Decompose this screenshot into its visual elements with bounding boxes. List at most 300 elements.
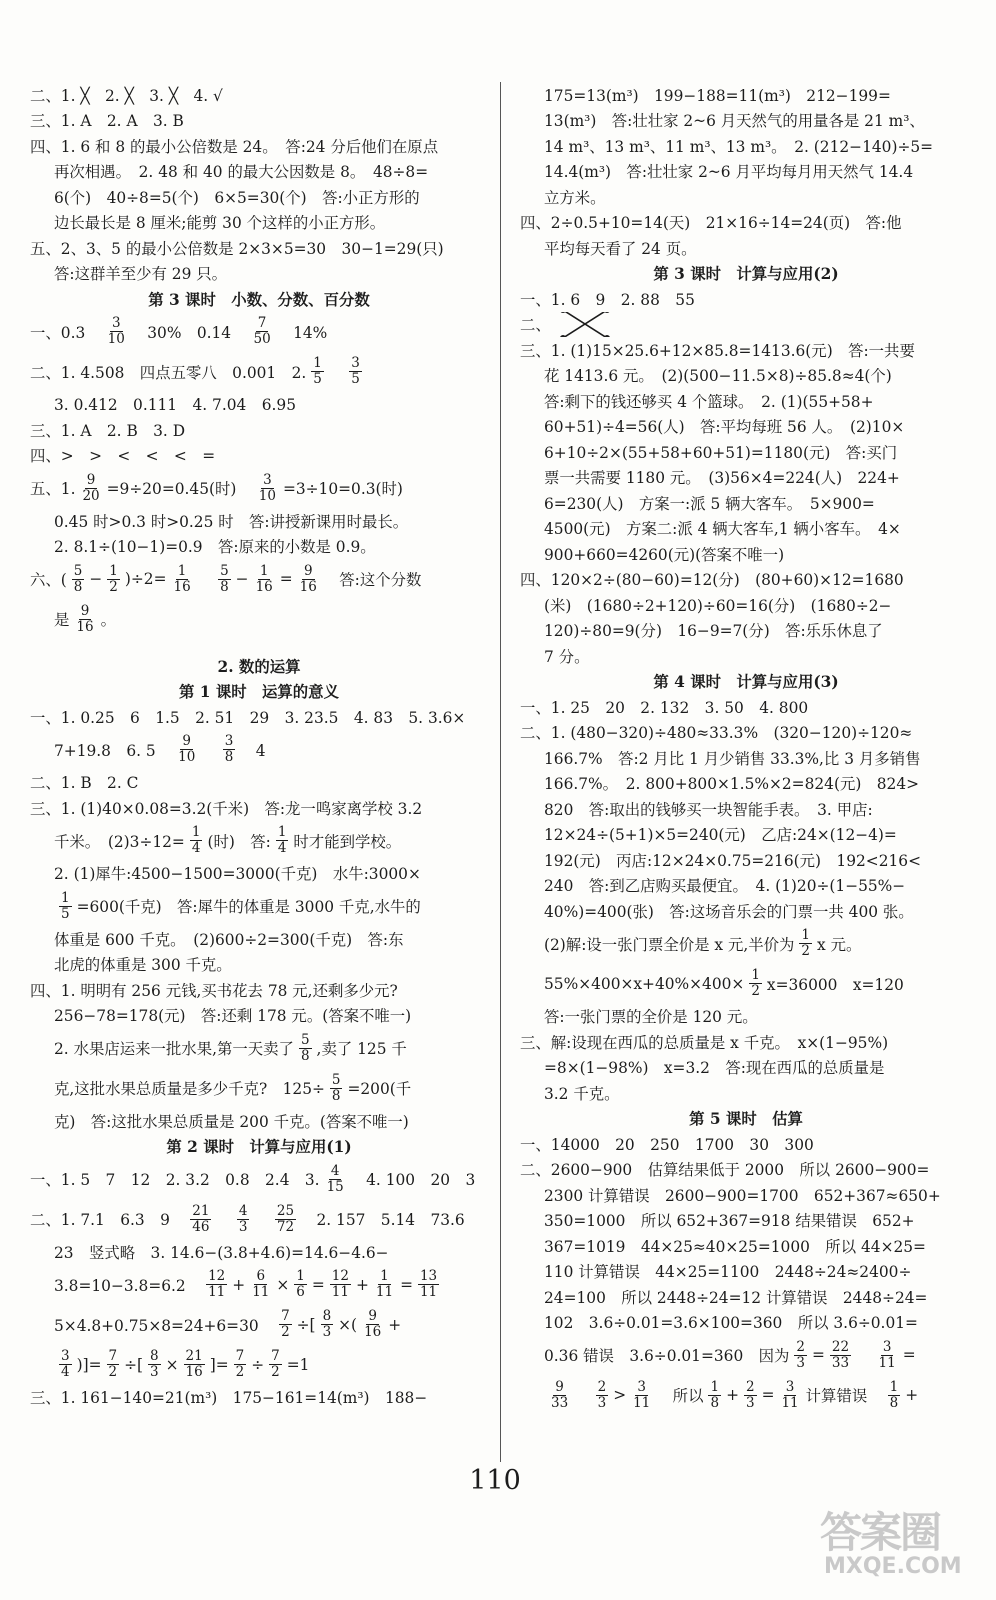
fraction-denominator: 8 [300,1047,310,1064]
answer-line: 票一共需要 1180 元。 (3)56×4=224(人) 224+ [544,469,900,488]
fraction [321,1309,334,1340]
section-heading: 第 1 课时 运算的意义 [179,683,339,702]
fraction-denominator: 15 [326,1178,344,1195]
text-run: ÷[ [124,1355,143,1374]
fraction-denominator: 8 [331,1087,341,1104]
fraction-numerator: 6 [256,1268,266,1284]
fraction-numerator: 7 [257,315,267,331]
fraction [749,968,762,999]
fraction-numerator: 3 [351,355,360,371]
answer-line: 40%)=400(张) 答:这场音乐会的门票一共 400 张。 [544,902,914,921]
answer-line: 240 答:到乙店购买最便宜。 4. (1)20÷(1−55%− [544,877,906,896]
fraction-numerator: 7 [271,1348,280,1364]
fraction [269,1349,282,1380]
answer-line: 五、2、3、5 的最小公倍数是 2×3×5=30 30−1=29(只) [30,239,444,258]
answer-line: 三、1. A 2. B 3. D [30,421,186,440]
fraction-numerator: 1 [277,824,287,840]
fraction-denominator: 8 [220,578,229,595]
fraction [325,1164,346,1195]
text-run: 千米。 (2)3÷12= [54,832,185,851]
fraction-denominator: 4 [61,1364,70,1380]
fraction-denominator: 8 [710,1394,720,1411]
answer-line [30,1199,488,1239]
fraction-numerator: 1 [61,889,70,906]
text-run: 0.36 错误 3.6÷0.01=360 因为 [544,1347,790,1365]
answer-line: 2. (1)犀牛:4500−1500=3000(千克) 水牛:3000× [54,865,421,884]
text-run: 六、( [30,571,67,589]
fraction-denominator: 11 [633,1394,651,1411]
answer-line: 7 分。 [544,647,590,666]
fraction-denominator: 2 [281,1324,290,1340]
fraction [279,1309,292,1340]
fraction-numerator: 3 [263,471,272,488]
fraction-denominator: 11 [419,1284,438,1300]
fraction [888,1380,901,1411]
fraction-denominator: 3 [597,1394,607,1411]
fraction-numerator: 1 [380,1268,389,1284]
fraction [190,1204,211,1235]
text-run: 克,这批水果总质量是多少千克? 125÷ [54,1080,325,1098]
answer-line: 6(个) 40÷8=5(个) 6×5=30(个) 答:小正方形的 [54,188,420,207]
answer-line [30,1265,488,1305]
fraction-denominator: 10 [178,749,196,765]
fraction-denominator: 2 [271,1364,280,1380]
fraction [418,1269,439,1300]
text-run: 2. 水果店运来一批水果,第一天卖了 [54,1040,294,1058]
answer-line: 花 1413.6 元。 (2)(500−11.5×8)÷85.8≈4(个) [544,367,892,386]
fraction [252,316,273,347]
text-run: 一、1. 5 7 12 2. 3.2 0.8 2.4 3. [30,1171,320,1189]
text-run: ×( [338,1315,358,1334]
text-run: =600(千克) 答:犀牛的体重是 3000 千克,水牛的 [76,898,421,916]
answer-line: 14.4(m³) 答:壮壮家 2~6 月平均每月用天然气 14.4 [544,163,914,182]
text-run: = [812,1346,825,1364]
answer-line: 12×24÷(5+1)×5=240(元) 乙店:24×(12−4)= [544,826,897,845]
fraction [299,1033,312,1064]
text-run: = [400,1275,413,1294]
fraction-denominator: 16 [364,1324,382,1340]
answer-line: 四、1. 明明有 256 元钱,买书花去 78 元,还剩多少元? [30,981,398,1000]
text-run: (2)解:设一张门票全价是 x 元,半价为 [544,935,795,954]
answer-line: 一、1. 0.25 6 1.5 2. 51 29 3. 23.5 4. 83 5. 3.6× [30,708,466,727]
answer-line: 192(元) 丙店:12×24×0.75=216(元) 192<216< [544,851,921,870]
fraction-numerator: 3 [637,1378,646,1395]
fraction-numerator: 3 [224,733,234,749]
answer-line: 60+51)÷4=56(人) 答:平均每班 56 人。 (2)10× [544,418,905,437]
fraction-numerator: 9 [368,1308,377,1324]
answer-line: 6+10÷2×(55+58+60+51)=1180(元) 答:买门 [544,443,898,462]
text-run [254,1208,269,1230]
answer-label: 二、 [520,316,551,335]
fraction-numerator: 2 [796,1338,806,1355]
answer-line: 一、1. 6 9 2. 88 55 [520,290,695,309]
text-run: 是 [54,611,70,629]
fraction [330,1073,343,1104]
fraction [206,1269,227,1300]
right-column [520,82,972,1415]
answer-line: 0.45 时>0.3 时>0.25 时 答:讲授新课用时最长。 [54,512,409,531]
answer-line [30,730,488,770]
fraction [107,564,120,595]
fraction [294,1269,307,1300]
fraction [250,1269,271,1300]
fraction [744,1380,757,1411]
section-heading: 第 4 课时 计算与应用(3) [653,673,839,692]
fraction-denominator: 8 [889,1394,899,1411]
answer-line [30,821,488,861]
watermark-logo [820,1500,990,1595]
answer-line [30,1345,488,1385]
fraction [218,564,231,595]
text-run: × [165,1355,179,1374]
answer-line: 4500(元) 方案二:派 4 辆大客车,1 辆小客车。 4× [544,520,901,539]
text-run: + [232,1275,246,1294]
fraction-denominator: 16 [173,578,191,595]
fraction-denominator: 11 [375,1284,394,1300]
text-run: 二、1. 7.1 6.3 9 [30,1211,186,1229]
answer-line: 2. 8.1÷(10−1)=0.9 答:原来的小数是 0.9。 [54,538,376,557]
fraction-denominator: 3 [322,1324,332,1340]
answer-line: 体重是 600 千克。 (2)600÷2=300(千克) 答:东 [54,930,404,949]
text-run: ]= [209,1355,229,1374]
answer-line: 3.2 千克。 [544,1084,620,1103]
answer-line [30,352,488,392]
fraction-numerator: 3 [785,1378,795,1395]
text-run: 所以 [657,1387,704,1405]
answer-line: 一、1. 25 20 2. 132 3. 50 4. 800 [520,698,809,717]
fraction-denominator: 33 [831,1354,850,1371]
answer-line: 102 3.6÷0.01=3.6×100=360 所以 3.6÷0.01= [544,1314,918,1333]
fraction [311,356,324,387]
answer-line: 13(m³) 答:壮壮家 2~6 月天然气的用量各是 21 m³、 [544,112,925,131]
answer-line [520,1375,972,1415]
fraction-numerator: 1 [801,927,811,943]
fraction-numerator: 1 [259,562,269,579]
fraction-denominator: 4 [191,840,201,856]
text-run: > [613,1386,627,1404]
answer-line: 110 计算错误 44×25=1100 2448÷24≈2400÷ [544,1263,912,1282]
answer-line [520,312,972,338]
answer-line: 克) 答:这批水果总质量是 200 千克。(答案不唯一) [54,1112,409,1131]
answer-line: 23 竖式略 3. 14.6−(3.8+4.6)=14.6−4.6− [54,1243,389,1262]
fraction-numerator: 21 [185,1348,203,1364]
fraction-numerator: 22 [831,1338,850,1355]
answer-line: 四、> > < < < = [30,447,216,466]
fraction [184,1349,205,1380]
fraction-numerator: 1 [191,824,201,840]
fraction-denominator: 50 [253,331,271,347]
text-run [329,361,344,383]
fraction-denominator: 6 [296,1284,305,1300]
fraction-denominator: 11 [252,1284,270,1300]
text-run: )÷2= [124,570,167,588]
fraction-denominator: 5 [61,905,70,922]
fraction [349,356,362,387]
fraction-denominator: 5 [351,371,360,387]
fraction [330,1269,351,1300]
answer-line: 3. 0.412 0.111 4. 7.04 6.95 [54,396,296,415]
fraction-denominator: 8 [73,578,83,595]
fraction-numerator: 7 [235,1348,245,1364]
answer-line: 二、1. B 2. C [30,774,139,793]
answer-line: (米) (1680÷2+120)÷60=16(分) (1680÷2− [544,596,892,615]
fraction-denominator: 4 [277,840,287,856]
text-run: x 元。 [817,935,862,954]
fraction [106,316,127,347]
fraction-numerator: 1 [177,562,187,579]
answer-line: 256−78=178(元) 答:还剩 178 元。(答案不唯一) [54,1007,412,1026]
fraction [596,1380,609,1411]
text-run: 答:这个分数 [323,571,422,589]
fraction-denominator: 16 [76,618,94,635]
fraction-numerator: 2 [745,1378,755,1395]
answer-line: =8×(1−98%) x=3.2 答:现在西瓜的总质量是 [544,1059,885,1078]
fraction-denominator: 8 [224,749,234,765]
text-run: x=36000 x=120 [766,975,904,994]
answer-line: 三、1. 161−140=21(m³) 175−161=14(m³) 188− [30,1389,428,1408]
fraction [799,928,812,959]
fraction-numerator: 7 [108,1348,118,1364]
answer-line: 6=230(人) 方案一:派 5 辆大客车。 5×900= [544,494,875,513]
fraction-numerator: 12 [208,1268,226,1284]
fraction [631,1380,652,1411]
text-run: ÷ [251,1355,265,1374]
answer-line [30,468,488,508]
fraction [254,564,275,595]
answer-line [30,886,488,926]
answer-line: 二、1. (480−320)÷480≈33.3% (320−120)÷120≈ [520,724,913,743]
text-run: 4 [240,741,266,760]
answer-line: 立方米。 [544,188,606,207]
text-run: = [279,570,293,588]
text-run: 。 [100,611,116,629]
answer-line: 14 m³、13 m³、11 m³、13 m³。 2. (212−140)÷5= [544,137,934,156]
fraction [59,891,72,922]
fraction-numerator: 3 [61,1348,70,1364]
fraction-denominator: 16 [185,1364,203,1380]
answer-line: 三、1. (1)40×0.08=3.2(千米) 答:龙一鸣家离学校 3.2 [30,799,423,818]
fraction-numerator: 1 [889,1378,899,1395]
text-run: 14% [277,323,328,342]
fraction [374,1269,395,1300]
fraction-numerator: 9 [182,733,191,749]
fraction-denominator: 33 [551,1394,569,1411]
text-run: − [89,570,103,588]
text-run: 3.8=10−3.8=6.2 [54,1276,202,1295]
fraction [74,604,95,635]
answer-line [30,559,488,599]
text-run: ÷[ [296,1315,316,1334]
answer-line: 四、120×2÷(80−60)=12(分) (80+60)×12=1680 [520,571,904,590]
answer-line [30,1305,488,1345]
page-number: 110 [469,1465,521,1496]
text-run: 30% 0.14 [131,323,247,342]
watermark-text: 答案圈 [820,1508,941,1557]
text-run: 一、0.3 [30,323,101,342]
answer-line: 答:这群羊至少有 29 只。 [54,265,228,284]
text-run: × [276,1275,290,1294]
text-run: 2. 157 5.14 73.6 [301,1211,465,1229]
fraction [171,564,192,595]
fraction-denominator: 2 [235,1364,245,1380]
fraction [779,1380,800,1411]
fraction-denominator: 10 [258,487,276,504]
text-run: 五、1. [30,480,76,498]
fraction-denominator: 11 [208,1284,226,1300]
fraction [298,564,319,595]
answer-line: 边长最长是 8 厘米;能剪 30 个这样的小正方形。 [54,214,386,233]
section-heading: 第 2 课时 计算与应用(1) [166,1138,352,1157]
answer-line: 367=1019 44×25≈40×25=1000 所以 44×25= [544,1237,926,1256]
fraction-numerator: 5 [331,1071,341,1088]
fraction [107,1349,120,1380]
text-run: − [235,570,249,588]
fraction-numerator: 12 [331,1268,349,1284]
fraction-denominator: 3 [150,1364,159,1380]
fraction-numerator: 21 [192,1202,210,1219]
fraction-numerator: 3 [111,315,121,331]
answer-line [30,1159,488,1199]
answer-line: 900+660=4260(元)(答案不唯一) [544,545,785,564]
text-run: + [355,1275,369,1294]
section-gap [30,639,488,653]
fraction [234,1349,247,1380]
fraction-denominator: 2 [751,983,760,999]
fraction-numerator: 1 [296,1268,305,1284]
fraction [549,1380,570,1411]
answer-line [520,964,972,1004]
fraction [176,734,197,765]
fraction-numerator: 4 [330,1162,340,1179]
section-heading: 第 3 课时 计算与应用(2) [653,265,839,284]
fraction-numerator: 5 [73,562,83,579]
text-run: ,卖了 125 千 [316,1040,407,1058]
fraction-denominator: 3 [796,1354,806,1371]
fraction [794,1340,807,1371]
fraction [72,564,85,595]
fraction-numerator: 1 [751,967,760,983]
text-run [198,568,213,590]
text-run: + [726,1386,739,1404]
section-heading: 第 3 课时 小数、分数、百分数 [148,290,370,309]
fraction-denominator: 11 [878,1354,896,1371]
answer-line: 二、2600−900 估算结果低于 2000 所以 2600−900= [520,1161,930,1180]
answer-line: 二、1. ╳ 2. ╳ 3. ╳ 4. √ [30,86,223,105]
text-run [202,739,217,761]
answer-line [30,1068,488,1108]
text-run: 二、1. 4.508 四点五零八 0.001 2. [30,363,307,382]
fraction [830,1340,851,1371]
fraction-numerator: 9 [80,602,90,619]
fraction [877,1340,898,1371]
matching-lines-icon [555,312,615,338]
column-divider [500,82,501,1462]
text-run: = [902,1346,916,1364]
fraction-numerator: 9 [303,562,313,579]
answer-line [520,924,972,964]
fraction [362,1309,383,1340]
fraction [80,473,101,504]
section-heading: 第 5 课时 估算 [689,1110,803,1129]
answer-line: 三、解:设现在西瓜的总质量是 x 千克。 x×(1−95%) [520,1033,889,1052]
text-run: )]= [76,1355,102,1374]
fraction-numerator: 4 [238,1202,248,1219]
fraction-denominator: 2 [801,943,811,959]
answer-line: 平均每天看了 24 页。 [544,239,697,258]
answer-line [30,312,488,352]
fraction-numerator: 9 [555,1378,564,1395]
fraction-denominator: 3 [745,1394,755,1411]
text-run [856,1344,871,1366]
text-run: =3÷10=0.3(时) [282,480,403,498]
fraction-numerator: 25 [276,1202,295,1219]
answer-line: 四、2÷0.5+10=14(天) 21×16÷14=24(页) 答:他 [520,214,902,233]
text-run: =200(千 [347,1080,412,1098]
fraction-denominator: 5 [313,371,322,387]
text-run: 时才能到学校。 [293,832,402,851]
answer-line: 一、14000 20 250 1700 30 300 [520,1135,814,1154]
answer-line [30,599,488,639]
fraction-denominator: 3 [238,1218,248,1235]
watermark-url: MXQE.COM [824,1554,962,1579]
text-run: =9÷20=0.45(时) [106,480,252,498]
fraction [223,734,236,765]
fraction-denominator: 2 [108,1364,118,1380]
fraction [257,473,278,504]
text-run: = [311,1275,325,1294]
fraction-numerator: 8 [322,1308,332,1324]
fraction [276,825,289,856]
fraction [190,825,203,856]
fraction-numerator: 7 [281,1308,290,1324]
text-run: 7+19.8 6. 5 [54,741,172,760]
answer-line [30,1028,488,1068]
fraction-denominator: 16 [255,578,273,595]
fraction-numerator: 9 [86,471,96,488]
fraction-numerator: 1 [313,355,322,371]
fraction-numerator: 2 [597,1378,607,1395]
answer-line: 24=100 所以 2448÷24=12 计算错误 2448÷24= [544,1288,928,1307]
fraction-denominator: 16 [299,578,317,595]
answer-line: 三、1. (1)15×25.6+12×85.8=1413.6(元) 答:一共要 [520,341,915,360]
text-run: 计算错误 [805,1387,883,1405]
answer-line: 答:剩下的钱还够买 4 个篮球。 2. (1)(55+58+ [544,392,874,411]
fraction [148,1349,161,1380]
answer-line: 350=1000 所以 652+367=918 结果错误 652+ [544,1212,915,1231]
text-run: = [761,1386,775,1404]
answer-line: 答:一张门票的全价是 120 元。 [544,1008,758,1027]
fraction-numerator: 1 [109,562,118,579]
fraction-denominator: 11 [331,1284,349,1300]
fraction [59,1349,72,1380]
answer-line: 三、1. A 2. A 3. B [30,112,184,131]
fraction-denominator: 72 [276,1218,295,1235]
fraction-denominator: 46 [192,1218,210,1235]
fraction-numerator: 5 [300,1031,310,1048]
fraction-denominator: 11 [781,1394,799,1411]
answer-line: 北虎的体重是 300 千克。 [54,956,232,975]
fraction-denominator: 20 [82,487,100,504]
text-run: 55%×400×x+40%×400× [544,974,745,993]
fraction-numerator: 8 [150,1348,159,1364]
fraction-numerator: 5 [220,562,229,579]
answer-line [520,1335,972,1375]
text-run [216,1208,231,1230]
text-run: + [905,1386,919,1404]
text-run: 5×4.8+0.75×8=24+6=30 [54,1316,275,1335]
fraction-numerator: 1 [710,1378,720,1395]
left-column [30,82,488,1410]
